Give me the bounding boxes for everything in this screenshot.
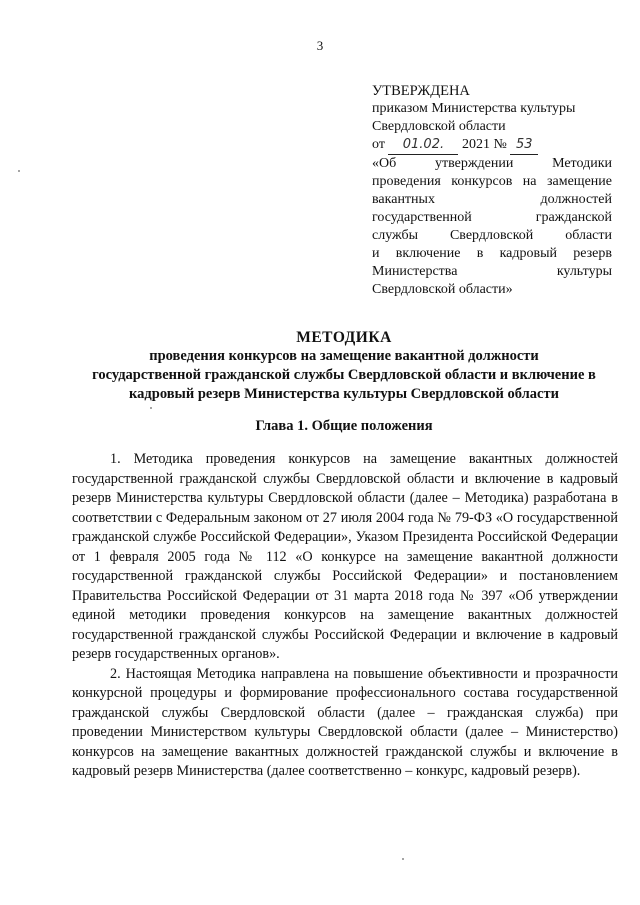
approval-date-line (372, 136, 612, 155)
handwritten-date: 01.02. (388, 136, 458, 155)
decree-line: службы Свердловской области (372, 228, 612, 243)
handwritten-number: 53 (510, 136, 538, 155)
approval-title: УТВЕРЖДЕНА (372, 83, 470, 99)
paragraph: 1. Методика проведения конкурсов на замещение вакантных должностей государственной гражданской службы Свердловской области и включение в кадровый резерв Министерства культуры Свердловской области (далее – Методика) разработана в соответствии с Федеральным законом от 27 июля 2004 года № 79-ФЗ «О государственной гражданской службе Российской Федерации», Указом Президента Российской Федерации от 1 февраля 2005 года № 112 «О конкурсе на замещение вакантной должности государственной гражданской службы Российской Федерации» и постановлением Правительства Российской Федерации от 31 марта 2018 года № 397 «Об утверждении единой методики проведения конкурсов на замещение вакантных должностей государственной гражданской службы Российской Федерации и включение в кадровый резерв государственных органов». (72, 451, 618, 662)
approval-line-order: приказом Министерства культуры (372, 101, 576, 116)
page-number: 3 (316, 38, 324, 53)
document-heading (70, 328, 618, 404)
scan-speck (150, 407, 152, 409)
scan-speck (18, 170, 20, 172)
paragraph: 2. Настоящая Методика направлена на повышение объективности и прозрачности конкурсной процедуры и формирование профессионального состава государственной гражданской службы Свердловской области (далее – гражданская служба) при проведении Министерством культуры Свердловской области (далее – Министерство) конкурсов на замещение вакантных должностей гражданской службы и включение в кадровый резерв Министерства (далее соответственно – конкурс, кадровый резерв). (72, 665, 618, 779)
document-subtitle-line: государственной гражданской службы Свердловской области и включение в (92, 367, 596, 383)
document-title: МЕТОДИКА (296, 329, 392, 346)
document-subtitle-line: проведения конкурсов на замещение вакантной должности (149, 348, 539, 364)
chapter-heading: Глава 1. Общие положения (255, 418, 433, 434)
scan-speck (402, 858, 404, 860)
decree-line: Свердловской области» (372, 282, 513, 297)
decree-line: вакантных должностей (372, 192, 612, 207)
approval-line-region: Свердловской области (372, 119, 506, 134)
decree-line: и включение в кадровый резерв (372, 246, 612, 261)
document-subtitle-line: кадровый резерв Министерства культуры Свердловской области (129, 386, 559, 402)
date-prefix: от (372, 137, 385, 152)
decree-line: Министерства культуры (372, 264, 612, 279)
year-number-label: 2021 № (461, 137, 507, 152)
decree-line: государственной гражданской (372, 210, 612, 225)
approval-block (372, 82, 612, 299)
decree-line: проведения конкурсов на замещение (372, 174, 612, 189)
document-body (72, 450, 618, 782)
decree-line: «Об утверждении Методики (372, 156, 612, 171)
